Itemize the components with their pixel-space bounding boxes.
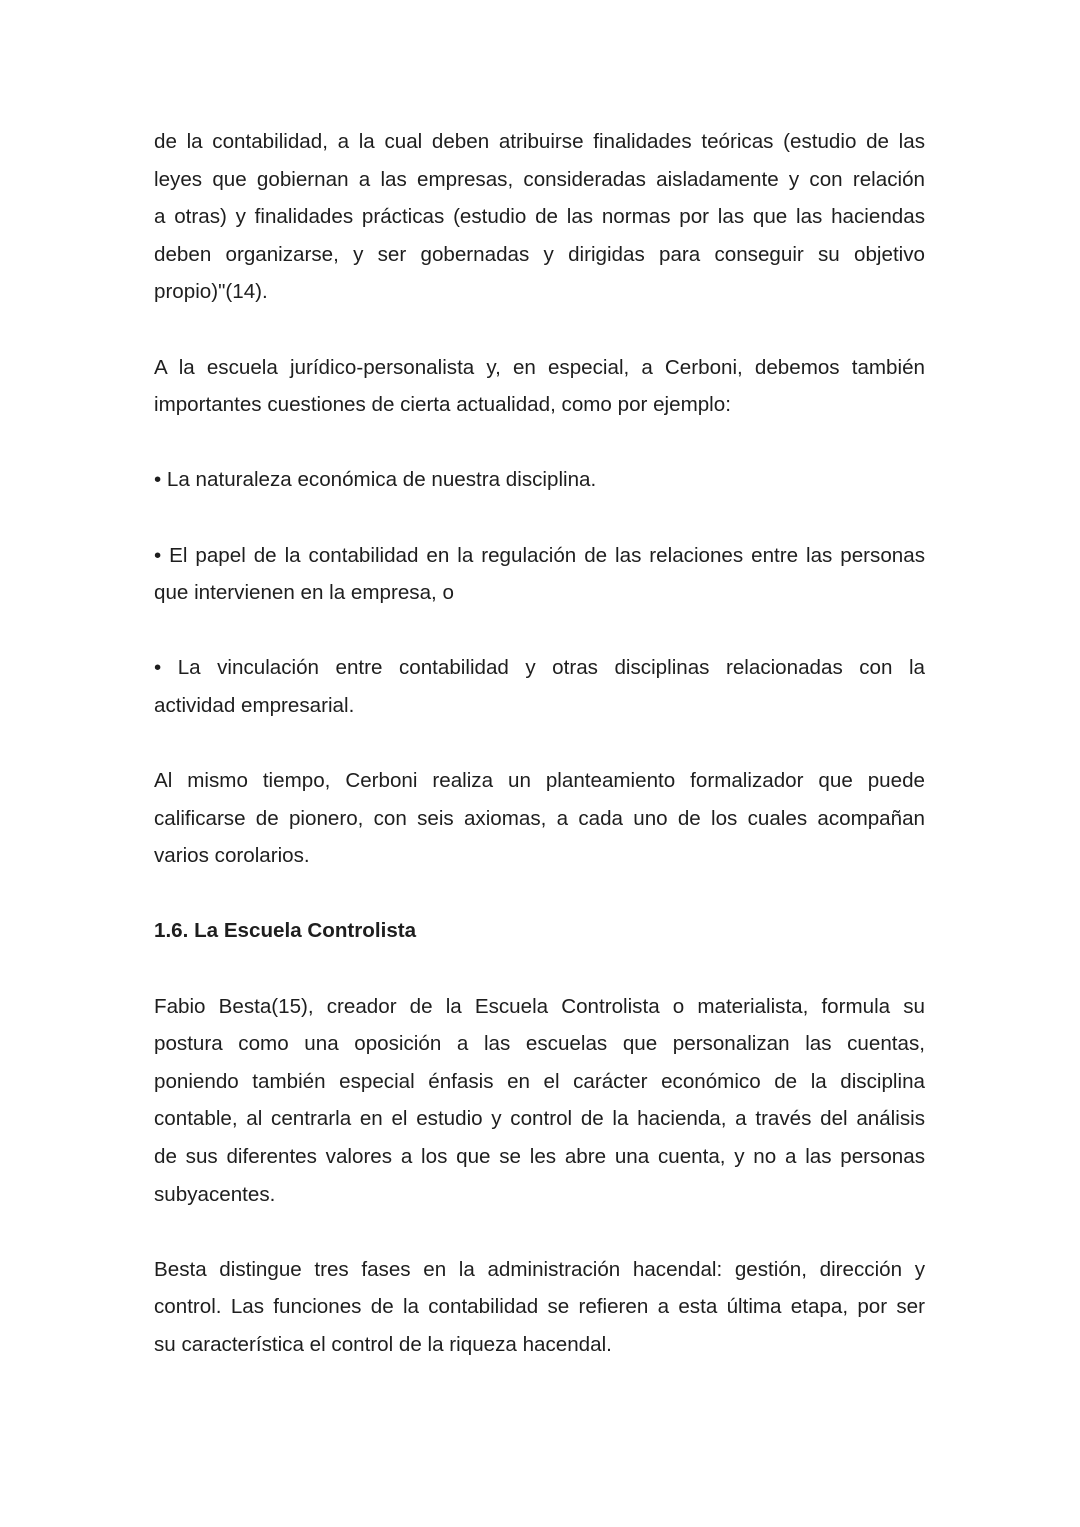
text-line: Fabio Besta(15), creador de la Escuela Controlista o materialista, formula su [154, 994, 925, 1018]
text-line: • La naturaleza económica de nuestra disciplina. [154, 468, 597, 492]
text-line: su característica el control de la riqueza hacendal. [154, 1333, 612, 1356]
text-line: a otras) y finalidades prácticas (estudio de las normas por las que las haciendas [154, 205, 925, 229]
bullet-item [154, 461, 925, 499]
text-line: actividad empresarial. [154, 693, 355, 717]
text-line: propio)"(14). [154, 280, 268, 304]
bullet-item [154, 649, 925, 724]
text-line: de sus diferentes valores a los que se les abre una cuenta, y no a las personas [154, 1145, 925, 1169]
text-line: calificarse de pionero, con seis axiomas, a cada uno de los cuales acompañan [154, 806, 925, 830]
text-line: postura como una oposición a las escuelas que personalizan las cuentas, [154, 1032, 925, 1056]
paragraph [154, 349, 925, 424]
text-line: A la escuela jurídico-personalista y, en especial, a Cerboni, debemos también [154, 355, 925, 379]
paragraph [154, 1251, 925, 1364]
section-heading: 1.6. La Escuela Controlista [154, 919, 417, 943]
text-line: • El papel de la contabilidad en la regulación de las relaciones entre las personas [154, 543, 925, 567]
text-line: poniendo también especial énfasis en el carácter económico de la disciplina [154, 1069, 925, 1093]
text-line: varios corolarios. [154, 844, 310, 868]
text-line: control. Las funciones de la contabilidad se refieren a esta última etapa, por ser [154, 1295, 925, 1319]
text-line: que intervienen en la empresa, o [154, 581, 454, 605]
text-line: leyes que gobiernan a las empresas, consideradas aisladamente y con relación [154, 167, 925, 191]
paragraph [154, 762, 925, 875]
bullet-item [154, 537, 925, 612]
text-line: Al mismo tiempo, Cerboni realiza un planteamiento formalizador que puede [154, 769, 925, 793]
paragraph [154, 988, 925, 1214]
text-line: de la contabilidad, a la cual deben atribuirse finalidades teóricas (estudio de las [154, 130, 925, 153]
text-line: Besta distingue tres fases en la administración hacendal: gestión, dirección y [154, 1257, 925, 1281]
document-page [154, 123, 925, 1401]
text-line: importantes cuestiones de cierta actualidad, como por ejemplo: [154, 393, 731, 417]
text-line: • La vinculación entre contabilidad y otras disciplinas relacionadas con la [154, 656, 925, 680]
text-line: deben organizarse, y ser gobernadas y dirigidas para conseguir su objetivo [154, 242, 925, 266]
text-line: contable, al centrarla en el estudio y control de la hacienda, a través del análisis [154, 1107, 925, 1131]
text-line: subyacentes. [154, 1182, 276, 1206]
paragraph [154, 123, 925, 311]
